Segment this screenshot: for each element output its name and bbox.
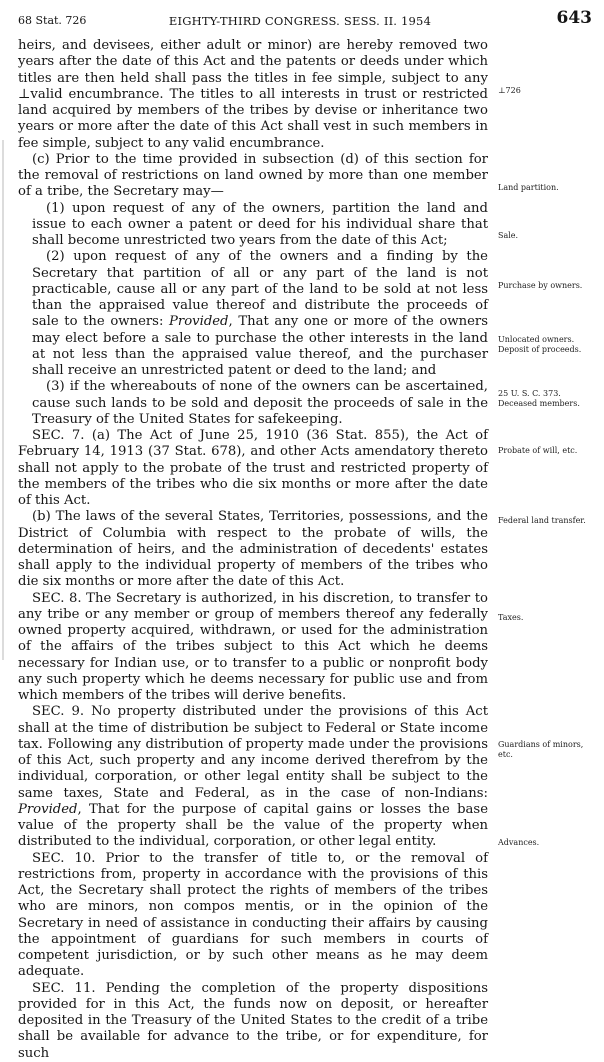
provided-emphasis: Provided (18, 801, 78, 817)
page-shadow (2, 140, 4, 660)
paragraph-sec-7b: (b) The laws of the several States, Territories, possessions, and the District of Columbia with respect to the probate of wills, the determination of heirs, and the administration of decedents' estates shall apply to the individual property of members of the tribes who die six months or more after the date of this Act. (18, 509, 488, 590)
paragraph-clause-3: (3) if the whereabouts of none of the owners can be ascertained, cause such lands to be sold and deposit the proceeds of sale in the Treasury of the United States for safekeeping. (32, 379, 488, 427)
paragraph-clause-1: (1) upon request of any of the owners, partition the land and issue to each owner a patent or deed for his individual share that shall become unrestricted two years from the date of this Act; (32, 200, 488, 248)
margin-note-purchase-by-owners: Purchase by owners. (498, 281, 583, 290)
paragraph-sec-7a: SEC. 7. (a) The Act of June 25, 1910 (36 Stat. 855), the Act of February 14, 1913 (37 Stat. 678), and other Acts amendatory thereto shall not apply to the probate of the trust and restricted property of the members of the tribes who die six months or more after the date of this Act. (18, 428, 488, 508)
running-title: EIGHTY-THIRD CONGRESS. SESS. II. 1954 (168, 14, 432, 28)
paragraph-continuation: heirs, and devisees, either adult or minor) are hereby removed two years after the date of this Act and the patents or deeds under which titles are then held shall pass the titles in fee simple, subject to any ⊥valid encumbrance. The titles to all interests in trust or restricted land acquired by members of the tribes by devise or inheritance two years or more after the date of this Act shall vest in such members in fee simple, subject to any valid encumbrance. (18, 38, 488, 151)
paragraph-clause-2: (2) upon request of any of the owners and a finding by the Secretary that partition of all or any part of the land is not practicable, cause all or any part of the land to be sold at not less than the appraised value thereof and distribute the proceeds of sale to the owners: Provided, That any one or more of the owners may elect before a sale to purchase the other interests in the land at not less than the appraised value thereof, and the purchaser shall receive an unrestricted patent or deed to the land; and (32, 249, 488, 378)
margin-note-unlocated-owners: Unlocated owners. Deposit of proceeds. (498, 335, 582, 354)
margin-note-taxes: Taxes. (498, 613, 524, 622)
margin-note-federal-land-transfer: Federal land transfer. (498, 516, 586, 525)
margin-note-sale: Sale. (498, 231, 519, 240)
provided-emphasis: Provided (169, 314, 229, 330)
page-header (0, 6, 604, 30)
margin-note-page-ref: ⊥726 (498, 86, 521, 95)
paragraph-subsection-c: (c) Prior to the time provided in subsection (d) of this section for the removal of restrictions on land owned by more than one member of a tribe, the Secretary may— (18, 151, 488, 200)
paragraph-sec-11: SEC. 11. Pending the completion of the property dispositions provided for in this Act, the funds now on deposit, or hereafter deposited in the Treasury of the United States to the credit of a tribe shall be available for advance to the tribe, or for expenditure, for such (18, 980, 488, 1061)
margin-note-guardians: Guardians of minors, etc. (498, 740, 584, 759)
margin-note-advances: Advances. (498, 838, 540, 847)
margin-note-land-partition: Land partition. (498, 183, 559, 192)
margin-note-deceased-members: 25 U. S. C. 373. Deceased members. (498, 389, 580, 408)
page-number: 643 (556, 8, 592, 28)
statute-citation: 68 Stat. 726 (18, 14, 87, 27)
statute-text (18, 38, 488, 1062)
paragraph-sec-9: SEC. 9. No property distributed under the provisions of this Act shall at the time of distribution be subject to Federal or State income tax. Following any distribution of property made under the provisions of this Act, such property and any income derived therefrom by the individual, corporation, or other legal entity shall be subject to the same taxes, State and Federal, as in the case of non-Indians: Provided, That for the purpose of capital gains or losses the base value of the property shall be the value of the property when distributed to the individual, corporation, or other legal entity. (18, 704, 488, 850)
paragraph-sec-8: SEC. 8. The Secretary is authorized, in his discretion, to transfer to any tribe or any member or group of members thereof any federally owned property acquired, withdrawn, or used for the administration of the affairs of the tribes subject to this Act which he deems necessary for Indian use, or to transfer to a public or nonprofit body any such property which he deems necessary for public use and from which members of the tribes will derive benefits. (18, 590, 488, 703)
margin-note-probate: Probate of will, etc. (498, 446, 578, 455)
paragraph-sec-10: SEC. 10. Prior to the transfer of title to, or the removal of restrictions from, property in accordance with the provisions of this Act, the Secretary shall protect the rights of members of the tribes who are minors, non compos mentis, or in the opinion of the Secretary in need of assistance in conducting their affairs by causing the appointment of guardians for such members in courts of competent jurisdiction, or by such other means as he may deem adequate. (18, 850, 488, 980)
